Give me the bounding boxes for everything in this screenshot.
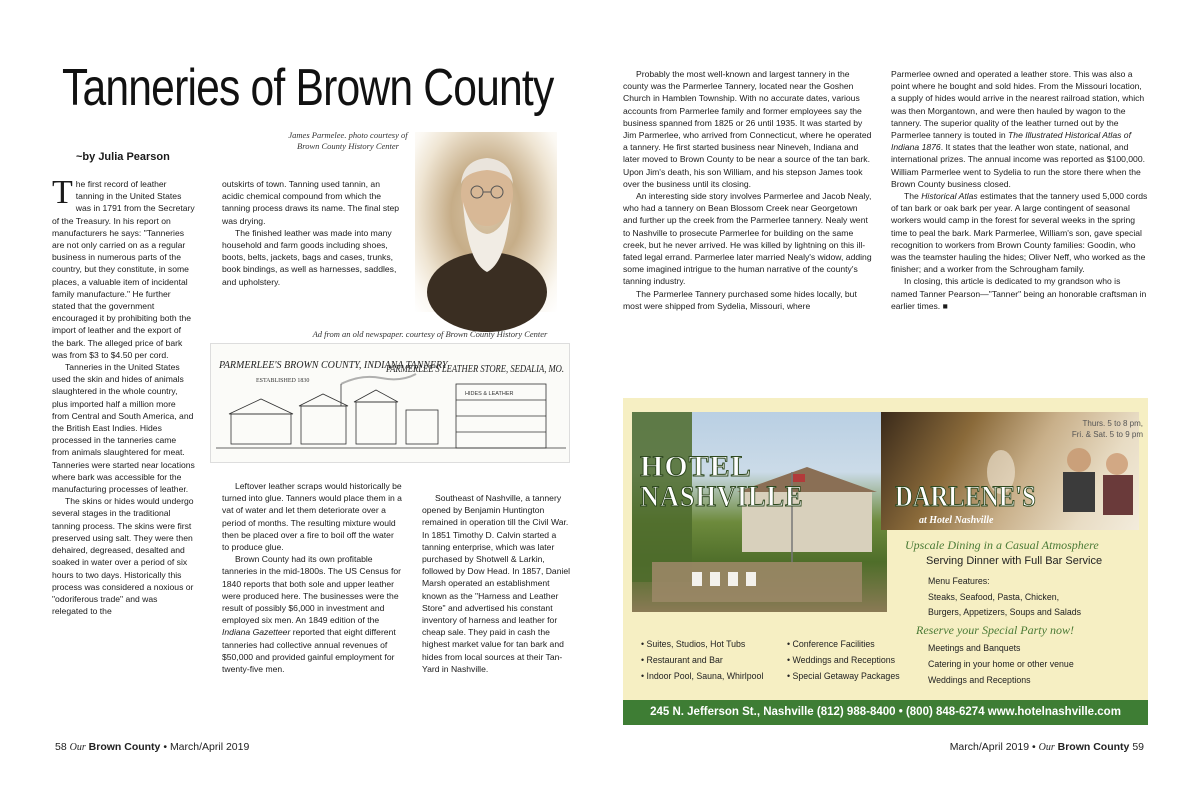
col5-paragraph-3: In closing, this article is dedicated to my grandson who is named Tanner Pearson—"Tanner" being an honorable craftsman in earlier times. ■: [891, 276, 1147, 311]
hotel-features-left: [641, 636, 763, 684]
col5-paragraph-1-end: . It states that the leather won state, national, and international prizes. The annual income was reported as $100,000. William Parmerlee went to Sydelia to run the store there when the Brown County business closed.: [891, 142, 1145, 189]
darlenes-logo: DARLENE'S: [895, 480, 1036, 513]
portrait-illustration: [415, 132, 557, 312]
article-column-2-bottom: [222, 480, 402, 675]
footer-our-right: Our: [1038, 742, 1055, 753]
col2-bottom-paragraph-1: Leftover leather scraps would historically be turned into glue. Tanners would place them in a vat of water and let them deteriorate over a period of months. The resulting mixture would then be placed over a fire to boil off the water to produce glue.: [222, 481, 402, 553]
serving-dinner: Serving Dinner with Full Bar Service: [926, 555, 1103, 567]
indiana-gazetteer: Indiana Gazetteer: [222, 627, 291, 638]
footer-issue-right: March/April 2019: [949, 741, 1030, 753]
menu-line-1: Steaks, Seafood, Pasta, Chicken,: [928, 591, 1060, 602]
old-newspaper-ad: [210, 343, 570, 463]
col3-paragraph-1: Southeast of Nashville, a tannery opened by Benjamin Huntington remained in operation till the Civil War. In 1851 Timothy D. Calvin started a tanning enterprise, which was later purchased by Shotwell & Larkin, followed by Dow Head. In 1857, Daniel Marsh operated an establishment known as the "Harness and Leather Store" and advertised his constant inventory of harness and leather for cheap sale. They paid in cash the highest market value for tan bark and hides from local sources at their Tan-Yard in Nashville.: [422, 493, 571, 674]
page-number-right: 59: [1132, 741, 1144, 753]
page-number-left: 58: [55, 741, 67, 753]
dining-tagline: Upscale Dining in a Casual Atmosphere: [905, 538, 1099, 552]
article-title: Tanneries of Brown County: [62, 59, 554, 117]
col5-paragraph-2-start: The: [904, 191, 919, 202]
article-column-5: [891, 68, 1148, 312]
col1-paragraph-1: he first record of leather tanning in the United States was in 1791 from the Secretary of the Treasury. In his report on manufacturers he says: "Tanneries are not only carried on as a regular business in numerous parts of the country, but they constitute, in some places, a valuable item of incidental family manufacture." He further stated that the government encouraged it by prohibiting both the import of leather and the export of the bark. The alleged price of bark was from $3 to $4.50 per cord.: [52, 179, 195, 360]
footer-right: [950, 741, 1144, 753]
col4-paragraph-2: An interesting side story involves Parmerlee and Jacob Nealy, who had a tannery on Bean Blossom Creek near Georgetown and further up the creek from the Parmerlee tannery. Nealy went to Nashville to prosecute Parmerlee for building on the same creek, but he never arrived. He was killed by lightning on this ill-fated legal errand. Parmerlee later married Nealy's widow, adding some imagined intrigue to the human narrative of the county's tanning industry.: [623, 191, 872, 287]
feature-mid-3: • Special Getaway Packages: [787, 671, 900, 681]
col4-paragraph-3: The Parmerlee Tannery purchased some hides locally, but most were shipped from Sydelia, Missouri, where: [623, 288, 857, 311]
feature-left-3: • Indoor Pool, Sauna, Whirlpool: [641, 671, 764, 681]
footer-our-left: Our: [69, 742, 86, 753]
byline: ~by Julia Pearson: [76, 151, 170, 163]
at-hotel-nashville: at Hotel Nashville: [919, 515, 994, 526]
old-ad-sign: HIDES & LEATHER: [465, 391, 514, 397]
col2-bottom-paragraph-2-end: reported that eight different tanneries had collective annual revenues of $50,000 and provided gainful employment for twenty-five men.: [222, 627, 396, 675]
article-column-1: [52, 174, 195, 617]
tannery-sketch: [211, 344, 569, 462]
drop-cap: T: [52, 174, 73, 211]
col1-paragraph-3: The skins or hides would undergo several stages in the traditional tanning process. The skins were first preserved using salt. They were then dehaired, degreased, desalted and soaked in water over a period of six hours to two days. Historically this process was considered a noxious or "odoriferous trade" and was relegated to the: [52, 496, 194, 617]
party-services: [928, 640, 1074, 688]
portrait-caption-line-1: James Parmelee. photo courtesy of: [288, 130, 408, 140]
feature-mid-1: • Conference Facilities: [787, 639, 875, 649]
old-ad-right-text: PARMERLEE'S LEATHER STORE, SEDALIA, MO.: [385, 363, 564, 375]
feature-left-1: • Suites, Studios, Hot Tubs: [641, 639, 746, 649]
dining-hours: [1043, 418, 1143, 440]
party-line-1: Meetings and Banquets: [928, 643, 1021, 653]
hotel-logo-line-1: HOTEL: [640, 450, 752, 483]
footer-mag-left: Brown County: [88, 741, 161, 753]
col1-paragraph-2: Tanneries in the United States used the skin and hides of animals slaughtered in the whole country, plus imported half a million more from Central and South America, and the British East Indies. Hides processed in the tanneries came from animals slaughtered for meat. Tanneries were started near locations where bark was accessible for the manufacturing processes of leather.: [52, 362, 195, 495]
article-column-3-bottom: [422, 492, 574, 675]
old-ad-caption: Ad from an old newspaper. courtesy of Brown County History Center: [312, 329, 548, 339]
article-column-2-top: [222, 178, 402, 288]
col5-paragraph-2: estimates that the tannery used 5,000 cords of tan bark or oak bark per year. A large contingent of seasonal workers would camp in the forest for several weeks in the spring time to peal the bark. Mark Parmerlee, William's son, gave special recognition to workers from Brown County families: Goodin, who was the teamster hauling the hides; Oliver Neff, who worked as the finisher; and a worker from the Schrougham family.: [891, 191, 1148, 275]
historical-atlas-title: Historical Atlas: [921, 191, 978, 202]
hours-line-2: Fri. & Sat. 5 to 9 pm: [1071, 430, 1143, 439]
feature-mid-2: • Weddings and Receptions: [787, 655, 896, 665]
old-ad-estab: ESTABLISHED 1830: [256, 378, 310, 384]
col2-top-paragraph-2: The finished leather was made into many household and farm goods including shoes, boots, belts, jackets, bags and cases, trunks, book bindings, as well as harnesses, saddles, and upholstery.: [222, 227, 397, 287]
col5-paragraph-1: Parmerlee owned and operated a leather store. This was also a point where he bought and sold hides. From the Missouri location, a supply of hides would arrive in the nearest railroad station, which was then Morgantown, and were then hauled by wagon to the tannery. The superior quality of the leather turned out by the Parmerlee tannery is touted in: [891, 69, 1145, 141]
col4-paragraph-1: Probably the most well-known and largest tannery in the county was the Parmerlee Tannery, located near the Goshen Church in Hamblen Township. With no accurate dates, various accounts from Parmerlee family and former employees say the business spanned from 1825 or 26 until 1935. It was started by Jim Parmerlee, who arrived from Connecticut, where he operated a tannery. He first started business near Nineveh, Indiana and later moved to Brown County to be near a source of the tan bark. Upon Jim's death, his son William, and his stepson James took over the business until its closing.: [623, 69, 872, 189]
article-column-4: [623, 68, 873, 312]
hours-line-1: Thurs. 5 to 8 pm,: [1082, 419, 1143, 428]
menu-label: Menu Features:: [928, 576, 990, 586]
hotel-nashville-ad[interactable]: [623, 398, 1148, 725]
party-line-2: Catering in your home or other venue: [928, 659, 1074, 669]
portrait-photo: [415, 132, 557, 312]
reserve-party: Reserve your Special Party now!: [916, 623, 1074, 637]
feature-left-2: • Restaurant and Bar: [641, 655, 723, 665]
col2-bottom-paragraph-2: Brown County had its own profitable tanneries in the mid-1800s. The US Census for 1840 reports that both sole and upper leather were produced here. The businesses were the result of possibly $6,000 in investment and employed six men. An 1849 edition of: [222, 554, 401, 626]
portrait-caption: [268, 130, 428, 152]
col2-top-paragraph-1: outskirts of town. Tanning used tannin, an acidic chemical compound from which the tanning process draws its name. The final step was drying.: [222, 179, 400, 226]
footer-bullet-left: •: [163, 741, 168, 753]
footer-mag-right: Brown County: [1057, 741, 1130, 753]
hotel-address-bar[interactable]: 245 N. Jefferson St., Nashville (812) 988-8400 • (800) 848-6274 www.hotelnashville.com: [623, 700, 1148, 725]
hotel-nashville-logo: [640, 452, 826, 512]
hotel-features-mid: [787, 636, 900, 684]
footer-bullet-right: •: [1031, 741, 1036, 753]
footer-issue-left: March/April 2019: [169, 741, 250, 753]
hotel-photo: [632, 412, 887, 612]
menu-line-2: Burgers, Appetizers, Soups and Salads: [928, 607, 1082, 617]
menu-features: [928, 574, 1081, 621]
old-ad-left-text: PARMERLEE'S BROWN COUNTY, INDIANA TANNERY: [219, 360, 448, 371]
illustrated-atlas-title: The Illustrated Historical Atlas of Indiana 1876: [891, 130, 1131, 153]
party-line-3: Weddings and Receptions: [928, 675, 1031, 685]
footer-left: [55, 741, 249, 753]
hotel-logo-line-2: NASHVILLE: [640, 480, 804, 513]
portrait-caption-line-2: Brown County History Center: [297, 141, 399, 151]
col2-bottom-the: the: [367, 615, 380, 626]
